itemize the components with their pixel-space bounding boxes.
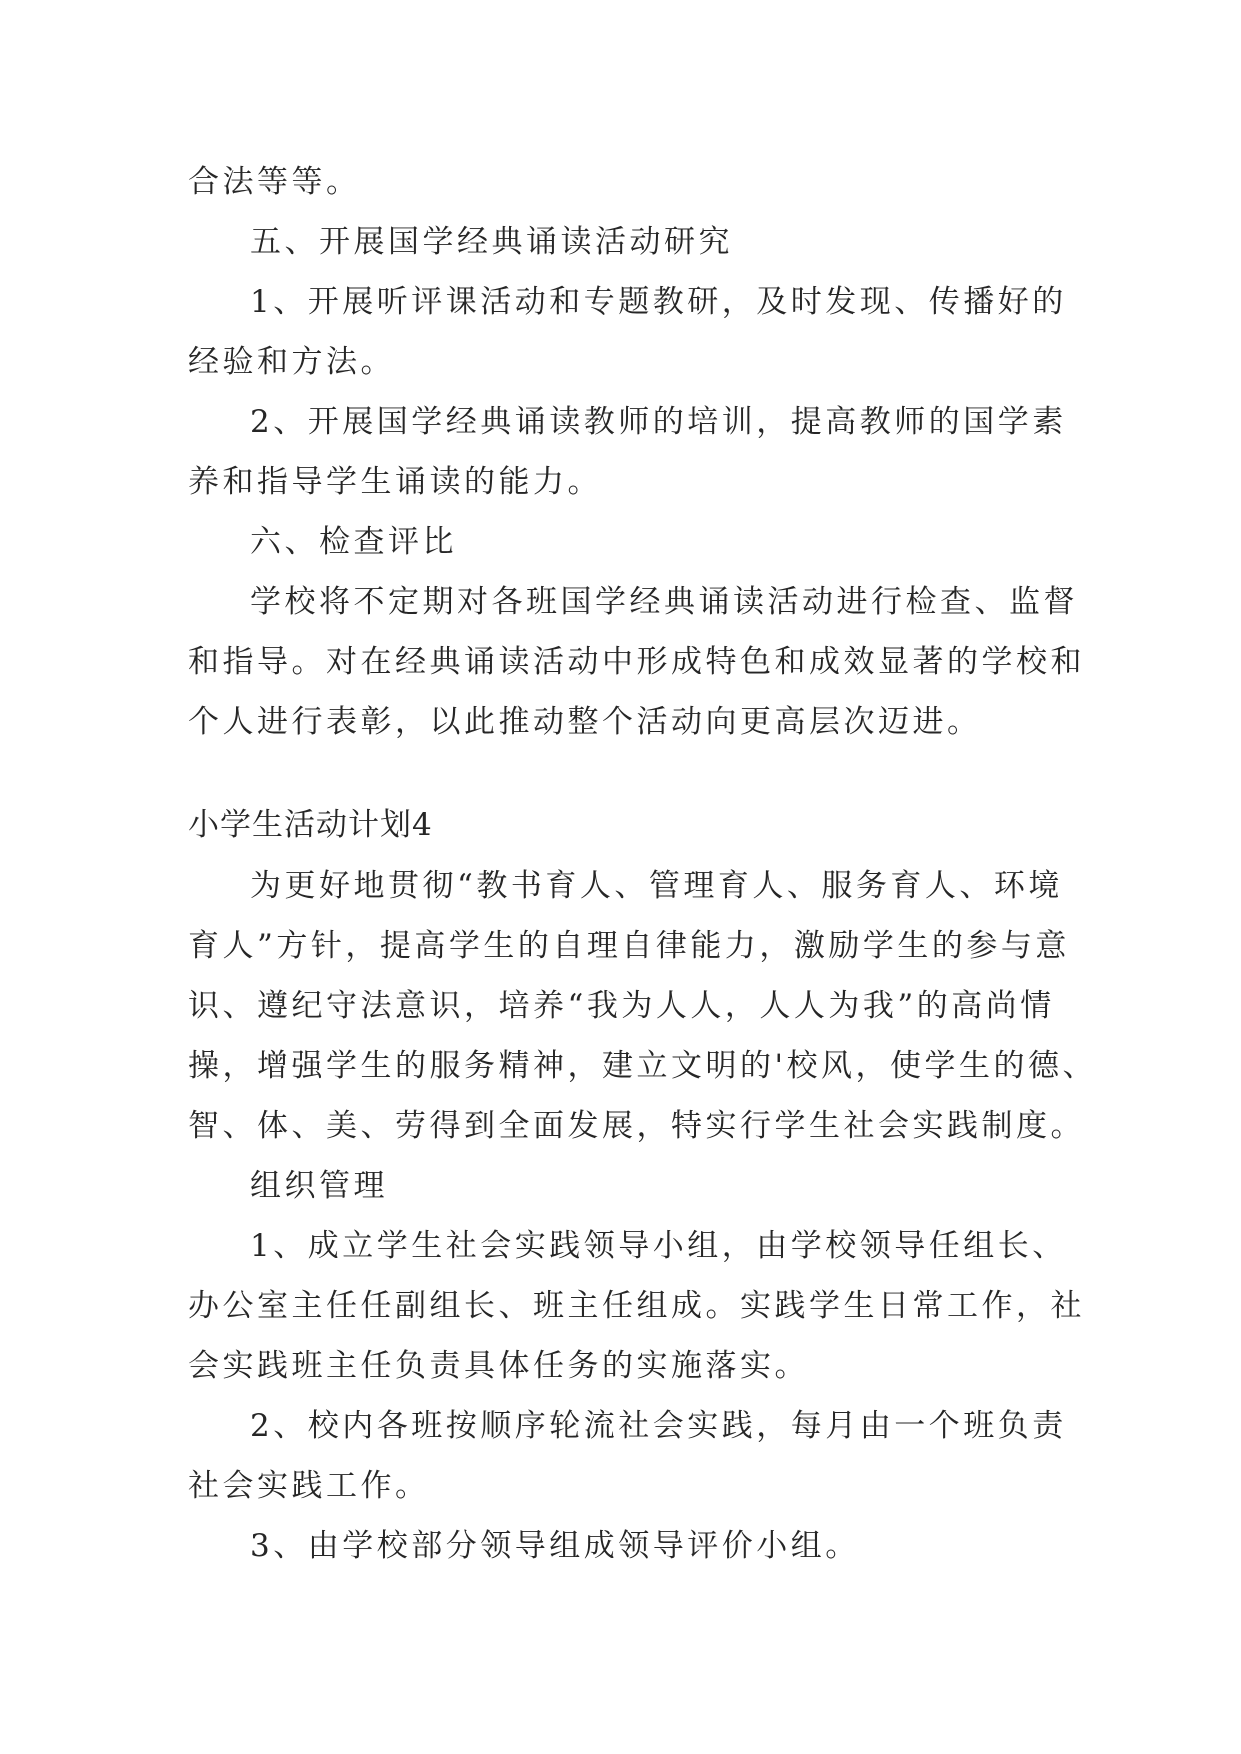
text-line: 3、由学校部分领导组成领导评价小组。	[250, 1528, 860, 1564]
text-line: 办公室主任任副组长、班主任组成。实践学生日常工作，社	[188, 1288, 1085, 1324]
section-heading: 五、开展国学经典诵读活动研究	[250, 224, 733, 260]
text-line: 学校将不定期对各班国学经典诵读活动进行检查、监督	[250, 584, 1078, 620]
text-line: 育人”方针，提高学生的自理自律能力，激励学生的参与意	[188, 928, 1070, 964]
section-heading: 六、检查评比	[250, 524, 457, 560]
text-line: 1、开展听评课活动和专题教研，及时发现、传播好的	[250, 284, 1067, 320]
text-line: 2、校内各班按顺序轮流社会实践，每月由一个班负责	[250, 1408, 1067, 1444]
text-line: 操，增强学生的服务精神，建立文明的'校风，使学生的德、	[188, 1048, 1098, 1084]
text-line: 个人进行表彰，以此推动整个活动向更高层次迈进。	[188, 704, 982, 740]
text-line: 会实践班主任负责具体任务的实施落实。	[188, 1348, 809, 1384]
text-line: 经验和方法。	[188, 344, 395, 380]
text-line: 为更好地贯彻“教书育人、管理育人、服务育人、环境	[250, 868, 1063, 904]
text-line: 2、开展国学经典诵读教师的培训，提高教师的国学素	[250, 404, 1067, 440]
section-heading: 组织管理	[250, 1168, 388, 1204]
text-line: 社会实践工作。	[188, 1468, 430, 1504]
text-line: 1、成立学生社会实践领导小组，由学校领导任组长、	[250, 1228, 1067, 1264]
text-line: 合法等等。	[188, 164, 361, 200]
text-line: 养和指导学生诵读的能力。	[188, 464, 602, 500]
text-line: 智、体、美、劳得到全面发展，特实行学生社会实践制度。	[188, 1108, 1085, 1144]
section-title: 小学生活动计划4	[188, 807, 433, 843]
text-line: 和指导。对在经典诵读活动中形成特色和成效显著的学校和	[188, 644, 1085, 680]
text-line: 识、遵纪守法意识，培养“我为人人，人人为我”的高尚情	[188, 988, 1055, 1024]
